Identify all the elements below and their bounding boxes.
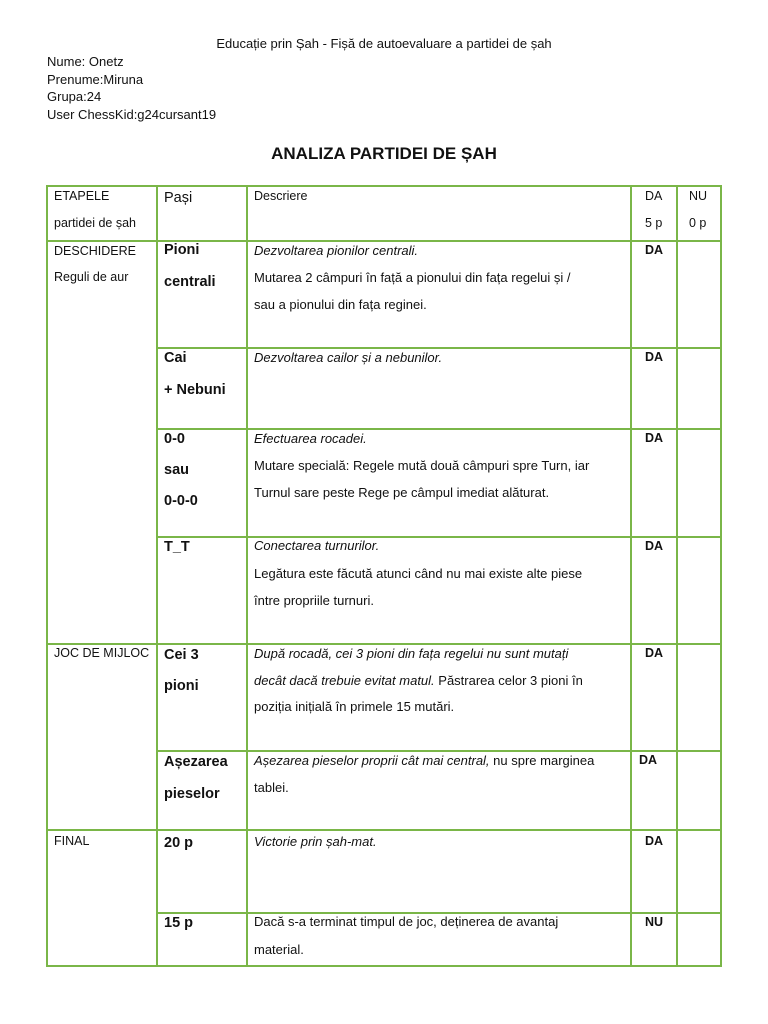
step-cai-line2: + Nebuni — [164, 382, 226, 398]
head-etape-line1: ETAPELE — [54, 189, 110, 203]
worksheet-header: Educație prin Șah - Fișă de autoevaluare a partidei de șah — [216, 36, 552, 51]
head-nu: NU — [689, 189, 708, 203]
head-nu-points: 0 p — [689, 216, 707, 230]
desc-asezarea-line1: Așezarea pieselor proprii cât mai central, nu spre marginea — [254, 753, 595, 768]
student-name: Nume: Onetz — [47, 54, 124, 69]
desc-turnuri-line1: Legătura este făcută atunci când nu mai existe alte piese — [254, 566, 583, 581]
step-cai-line1: Cai — [164, 350, 187, 366]
desc-20p-italic: Victorie prin șah-mat. — [254, 834, 377, 849]
head-da: DA — [645, 189, 663, 203]
page-title: ANALIZA PARTIDEI DE ȘAH — [271, 144, 497, 163]
row-divider-3 — [156, 536, 722, 538]
student-first-name: Prenume:Miruna — [47, 71, 144, 87]
student-group: Grupa:24 — [47, 89, 102, 104]
section-joc-de-mijloc: JOC DE MIJLOC — [54, 646, 150, 660]
section-final: FINAL — [54, 834, 90, 848]
col-divider-2 — [246, 185, 248, 967]
desc-cei3-line3: poziția inițială în primele 15 mutări. — [254, 699, 455, 714]
answer-turnuri: DA — [645, 539, 664, 553]
step-asezarea-line1: Așezarea — [164, 754, 228, 770]
step-rocada-line1: 0-0 — [164, 431, 185, 447]
desc-rocada-line1: Mutare specială: Regele mută două câmpuri spre Turn, iar — [254, 458, 590, 473]
student-info — [47, 53, 216, 123]
desc-cai-italic: Dezvoltarea cailor și a nebunilor. — [254, 350, 443, 365]
desc-pioni-italic: Dezvoltarea pionilor centrali. — [254, 243, 419, 258]
answer-rocada: DA — [645, 431, 664, 445]
desc-15p-line1: Dacă s-a terminat timpul de joc, deținerea de avantaj — [254, 914, 559, 929]
col-divider-3 — [630, 185, 632, 967]
answer-pioni: DA — [645, 243, 664, 257]
step-15p: 15 p — [164, 915, 194, 931]
head-pasi: Pași — [164, 190, 193, 206]
analysis-table — [46, 185, 722, 967]
head-etape-line2: partidei de șah — [54, 216, 137, 230]
answer-asezarea: DA — [639, 753, 658, 767]
desc-rocada-line2: Turnul sare peste Rege pe câmpul imediat alăturat. — [254, 485, 550, 500]
answer-cei3: DA — [645, 646, 664, 660]
row-divider-section-final — [46, 829, 722, 831]
chesskid-user: User ChessKid:g24cursant19 — [47, 106, 217, 122]
desc-turnuri-line2: între propriile turnuri. — [254, 593, 374, 608]
step-pioni-line1: Pioni — [164, 242, 200, 258]
desc-asezarea-line2: tablei. — [254, 780, 289, 795]
section-deschidere: DESCHIDERE — [54, 244, 136, 258]
desc-pioni-line1: Mutarea 2 câmpuri în față a pionului din fața regelui și / — [254, 270, 571, 285]
desc-cei3-line1: După rocadă, cei 3 pioni din fața regelui nu sunt mutați — [254, 646, 569, 661]
step-asezarea-line2: pieselor — [164, 786, 220, 802]
desc-turnuri-italic: Conectarea turnurilor. — [254, 538, 380, 553]
step-pioni-line2: centrali — [164, 274, 216, 290]
col-divider-4 — [676, 185, 678, 967]
answer-15p: NU — [645, 915, 664, 929]
section-deschidere-subtitle: Reguli de aur — [54, 270, 129, 284]
step-rocada-line2: sau — [164, 462, 189, 478]
step-cei3-line1: Cei 3 — [164, 647, 199, 663]
desc-15p-line2: material. — [254, 942, 304, 957]
desc-pioni-line2: sau a pionului din fața reginei. — [254, 297, 427, 312]
step-cei3-line2: pioni — [164, 678, 199, 694]
desc-rocada-italic: Efectuarea rocadei. — [254, 431, 367, 446]
step-20p: 20 p — [164, 835, 194, 851]
step-turnuri: T_T — [164, 539, 190, 555]
desc-cei3-line2: decât dacă trebuie evitat matul. Păstrarea celor 3 pioni în — [254, 673, 583, 688]
answer-20p: DA — [645, 834, 664, 848]
answer-cai: DA — [645, 350, 664, 364]
row-divider-2 — [156, 428, 722, 430]
step-rocada-line3: 0-0-0 — [164, 493, 198, 509]
head-da-points: 5 p — [645, 216, 663, 230]
head-descriere: Descriere — [254, 189, 308, 203]
col-divider-1 — [156, 185, 158, 967]
